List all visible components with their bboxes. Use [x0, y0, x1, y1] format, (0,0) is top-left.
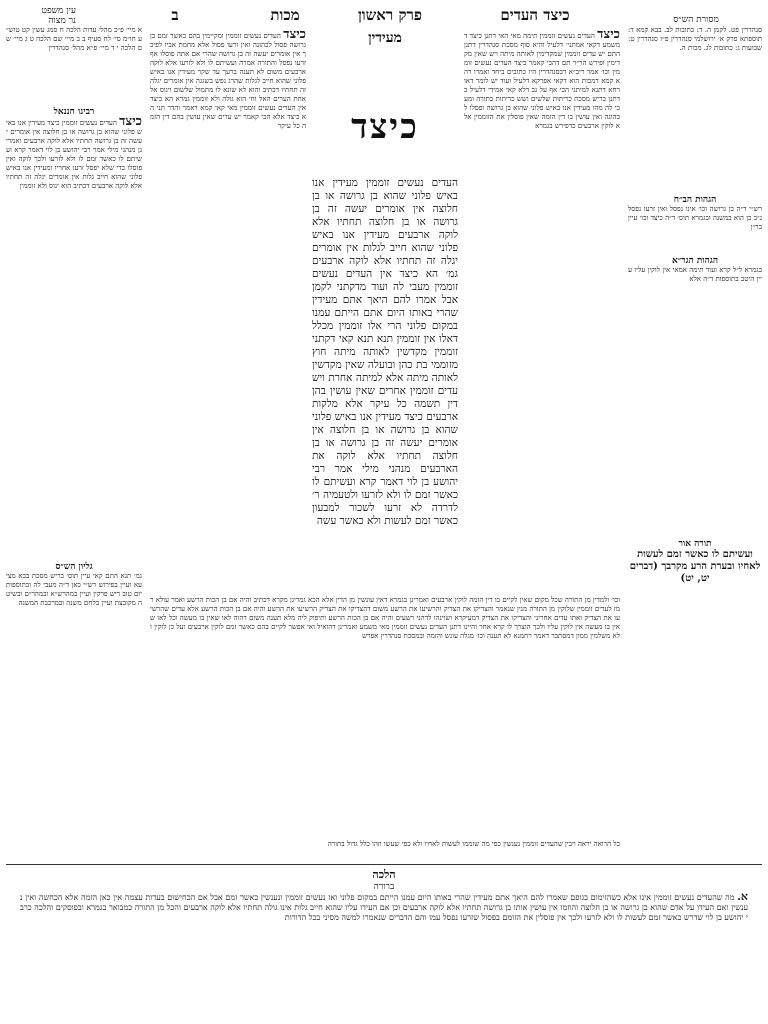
- footer-notes: כל הרואה יראה ויבין שהעדים זוממין נענשין כפי מה שזממו לעשות לאחיו ולא כפי שעשו וזהו כלל גדול בתורה: [327, 840, 620, 848]
- halacha-lead: א.: [737, 892, 748, 903]
- gilyon-hashas-title: גליון הש״ס: [55, 562, 93, 572]
- ein-mishpat-text: א מיי׳ פ״כ מהל׳ עדות הלכה ח סמג עשין קט טוש״ע חו״מ סי׳ לח סעיף ב ב מיי׳ שם הלכה ט ג מיי׳ שם הלכה י ד מיי׳ פ״א מהל׳ סנהדרין: [6, 26, 142, 52]
- gilyon-hashas-text: גמ׳ תנא התם קאי עיין תוס׳ בריש מסכת בבא מציעא ועיין בפירוש רש״י כאן ד״ה מעבי לה ובתוספות יום טוב ריש פרקין ועיין במהרש״א ובמהר״ם ובשיטה מקובצת ועיין בלחם משנה ובמרכבת המשנה: [6, 572, 142, 607]
- haghot-bach-text: רש״י ד״ה בן גרושה וכו׳ אינו נפסל ואין זרעו נפסל נ״ב כן הוא במשנה ובגמרא תוס׳ ד״ה כיצד וכו׳ עיין בר״ן: [628, 205, 762, 231]
- main-text: [312, 30, 458, 590]
- left-margin: [6, 26, 142, 834]
- rabbeinu-chananel-title: רבינו חננאל: [53, 107, 95, 117]
- halacha-text: [20, 892, 748, 1016]
- big-opening-word: כיצד: [351, 107, 419, 147]
- inner-lead-word: כיצד: [283, 30, 306, 42]
- bottom-commentary: וכו׳ ולמדין מן התורה שכל מקום שאין לקיים בו דין הזמה לוקין ארבעים ואמרינן בגמרא דאין עונשין מן הדין אלא הכא גמרינן מקרא דכתיב והיה אם בן הכות הרשע ואמר עולא רמז לעדים זוממין שלוקין מן התורה מנין שנאמר והצדיקו את הצדיק והרשיעו את הרשע משום דהצדיקו את הצדיק הרשיעו את הרשע והיה אם בן הכות הרשע אלא עדים שהרשיעו את הצדיק ואתו עדים אחריני והצדיקו את הצדיק דמעיקרא ושוינהו לדהני רשעים והיה אם בן הכות הרשע ותיפוק ליה מלא תענה משום דהוה לאו שאין בו מעשה וכל לאו שאין בו מעשה אין לוקין עליו ולכך הוצרך לו קרא אחר והיינו דתנן העדים נעשים זוממין מאי משמע ואמרינן דהואיל ואי אפשר לקיים בהם כאשר זמם לוקין ארבעים ועל כן לוקין ולא משלמין ממון דמסתבר דאמר רחמנא לא תענה וכו׳ מגלה עונש והזמה ובמסכת סנהדרין אפרש: [150, 596, 620, 640]
- mishnah-text: העדים נעשים זוממין מעידין אנו באיש פלוני שהוא בן גרושה או בן חלוצה אין אומרים יעשה זה בן גרושה או בן חלוצה תחתיו אלא לוקה ארבעים מעידין אנו באיש פלוני שהוא חייב לגלות אין אומרים יגלה זה תחתיו אלא לוקה ארבעים גמ׳ הא כיצד אין העדים נעשים זוממין מעבי לה ועוד מדקתני לקמן אבל אמרו להם היאך אתם מעידין שהרי באותו היום אתם הייתם עמנו במקום פלוני הרי אלו זוממין מכלל דאלו אין זוממין תנא תנא קאי דקתני זוממין מקדשין לאותה מיתה חוץ מזוממי בת כהן ובועלה שאין מקדשין לאותה מיתה אלא למיתה אחרת ויש עדים זוממין אחרים שאין עושין בהן דין תשמה כל עיקר אלא מלקות ארבעים כיצד מעידין אנו באיש פלוני שהוא בן גרושה או בן חלוצה אין אומרים יעשה זה בן גרושה או בן חלוצה תחתיו אלא לוקה את הארבעים מנהני מילי אמר רבי יהושע בן לוי דאמר קרא ועשיתם לו כאשר זמם לו ולא לזרעו ולטעמיה ר׳ לדרדה לא זרעו לשכור למבעון כאשר זמם לעשות ולא כאשר עשה: [312, 177, 458, 527]
- rabbeinu-lead-word: כיצד: [119, 117, 142, 129]
- halacha-body: מה שהעדים נעשים זוממין אינו אלא כשהזימום בגופם שאמרו להם היאך אתם מעידין שהרי באותו היום עמנו הייתם במקום פלוני ואז נעשים זוממין ונענשין כאשר זמם אבל אם הכחישום בעדות עצמה אין כאן הזמה אלא הכחשה ואין נענשין ואם העידו על אדם שהוא בן גרושה או בן חלוצה והוזמו אין עושין אותו בן גרושה תחתיו אלא לוקה ארבעים וכן אם העידו עליו שהוא חייב גלות אינו גולה תחתיו אלא לוקה ארבעים והכל מן התורה כמבואר בגמרא ובפוסקים והלכה כרבי יהושע בן לוי שדרש כאשר זמם לעשות לו ולא לזרעו ולכך אין פוסלין את הזומם בפסול שזרעו נפסל עמו והם הדברים שנאמרו למשה מסיני בכל הדורות: [20, 893, 748, 922]
- masoret-label: מסורת הש״ס: [673, 15, 719, 25]
- outer-lead-word: כיצד: [597, 30, 620, 42]
- inner-body: העדים נעשים זוממין ומקיימין בהם כאשר זמם בן גרושה פסול לכהונה ואין זרעו פסול אלא מחמת אביו לפיכך אין אומרים יעשה זה בן גרושה שהרי אם אתה פוסלו אף זרעו נפסל והתורה אמרה ועשיתם לו ולא לזרעו אלא לוקה ארבעים משום לא תענה ברעך עד שקר מעידין אנו באיש פלוני שהוא חייב לגלות שהרג נפש בשגגה אין אומרים יגלה זה תחתיו דכתיב והוא לא שונא לו מתמול שלשום וינוס אל אחת הערים האל וחי הוא גולה ולא זוממין גמרא הא כיצד אין העדים נעשים זוממין מאי קאי קמא דאמר והדר תני הא כיצד אלא הכי קאמר יש עדים שאין עושין בהם דין הזמה כל עיקר: [150, 32, 306, 130]
- masoret-hashas-text: סנהדרין פט. לקמן ה. ד: כתובות לב. בבא קמא ד: תוספתא פרק א׳ ירושלמי סנהדרין פ״ו סנהדרין ט: שבועות ג: כתובות לג. מכות ה.: [628, 26, 762, 52]
- haghot-bach-title: הגהות הב״ח: [673, 195, 717, 205]
- tractate-name: מכות: [270, 6, 300, 24]
- right-margin: [628, 26, 762, 656]
- haghot-gra-text: בגמרא ל״ל קרא ועוד תימה אמאי אין לוקין עליו עיין היטב בתוספות ד״ה אלא: [628, 266, 762, 283]
- footer-divider: [6, 864, 762, 865]
- chapter-label: פרק ראשון: [357, 6, 423, 24]
- main-lead-word: מעידין: [368, 30, 402, 46]
- halacha-title: הלכה: [372, 868, 396, 881]
- torah-or-title: תורה אור: [678, 539, 712, 549]
- outer-body: העדים נעשים זוממין תימה מאי האי דתנן כיצד דמשמע דקאי אמתני׳ דלעיל והיא סוף מסכת סנהדרין דתנן התם יש עדים זוממין שמקדימין לאותה מיתה ויש שאין מקדימין ופירש הר״ר תם דהכי קאמר כיצד העדים נעשים זוממין וכו׳ אמר ריב״א דבסנהדרין היו כתובים ביחד ואמרו דהא קמא דמכות הוא דקאי אפרקא דלעיל ועוד יש לומר דאורחא דתנא למיתני הכי אף על גב דלא קאי אמידי דלעיל כדתנן בריש מסכת כריתות שלשים ושש כריתות בתורה ומעבי לה מהו מעידין אנו באיש פלוני שהוא בן גרושה ופסלו לכהונה ואין עושין בו דין הזמה שאין פוסלין את הזוממין אלא לוקין ארבעים כדפירש בגמרא: [464, 32, 620, 130]
- inner-commentary: [150, 30, 306, 590]
- halacha-title-block: [300, 868, 468, 892]
- haghot-gra-title: הגהות הגר״א: [671, 256, 718, 266]
- rabbeinu-chananel-text: [6, 117, 142, 547]
- ein-mishpat-corner: עין משפט נר מצוה: [41, 6, 76, 26]
- page-letter: ב: [171, 6, 179, 24]
- chapter-name: כיצד העדים: [500, 6, 570, 24]
- outer-commentary: [464, 30, 620, 590]
- rabbeinu-body: העדים נעשים זוממין כיצד מעידין אנו באיש פלוני שהוא בן גרושה או בן חלוצה אין אומרים יעשה זה בן גרושה תחתיו אלא לוקה ארבעים ואמרינן מנהני מילי אמר רבי יהושע בן לוי דאמר קרא ועשיתם לו כאשר זמם לו ולא לזרעו ולכך לוקה ואין פוסלו כדי שלא יפסל זרעו אחריו ומעידין אנו באיש פלוני שהוא חייב גלות אין אומרים יגלה זה תחתיו אלא לוקה ארבעים דכתיב הוא ינוס ולא זוממין: [6, 119, 142, 190]
- torah-or-text: ועשיתם לו כאשר זמם לעשות לאחיו ובערת הרע מקרבך (דברים יט, יט): [629, 549, 761, 584]
- halacha-subtitle: ברורה: [373, 882, 395, 892]
